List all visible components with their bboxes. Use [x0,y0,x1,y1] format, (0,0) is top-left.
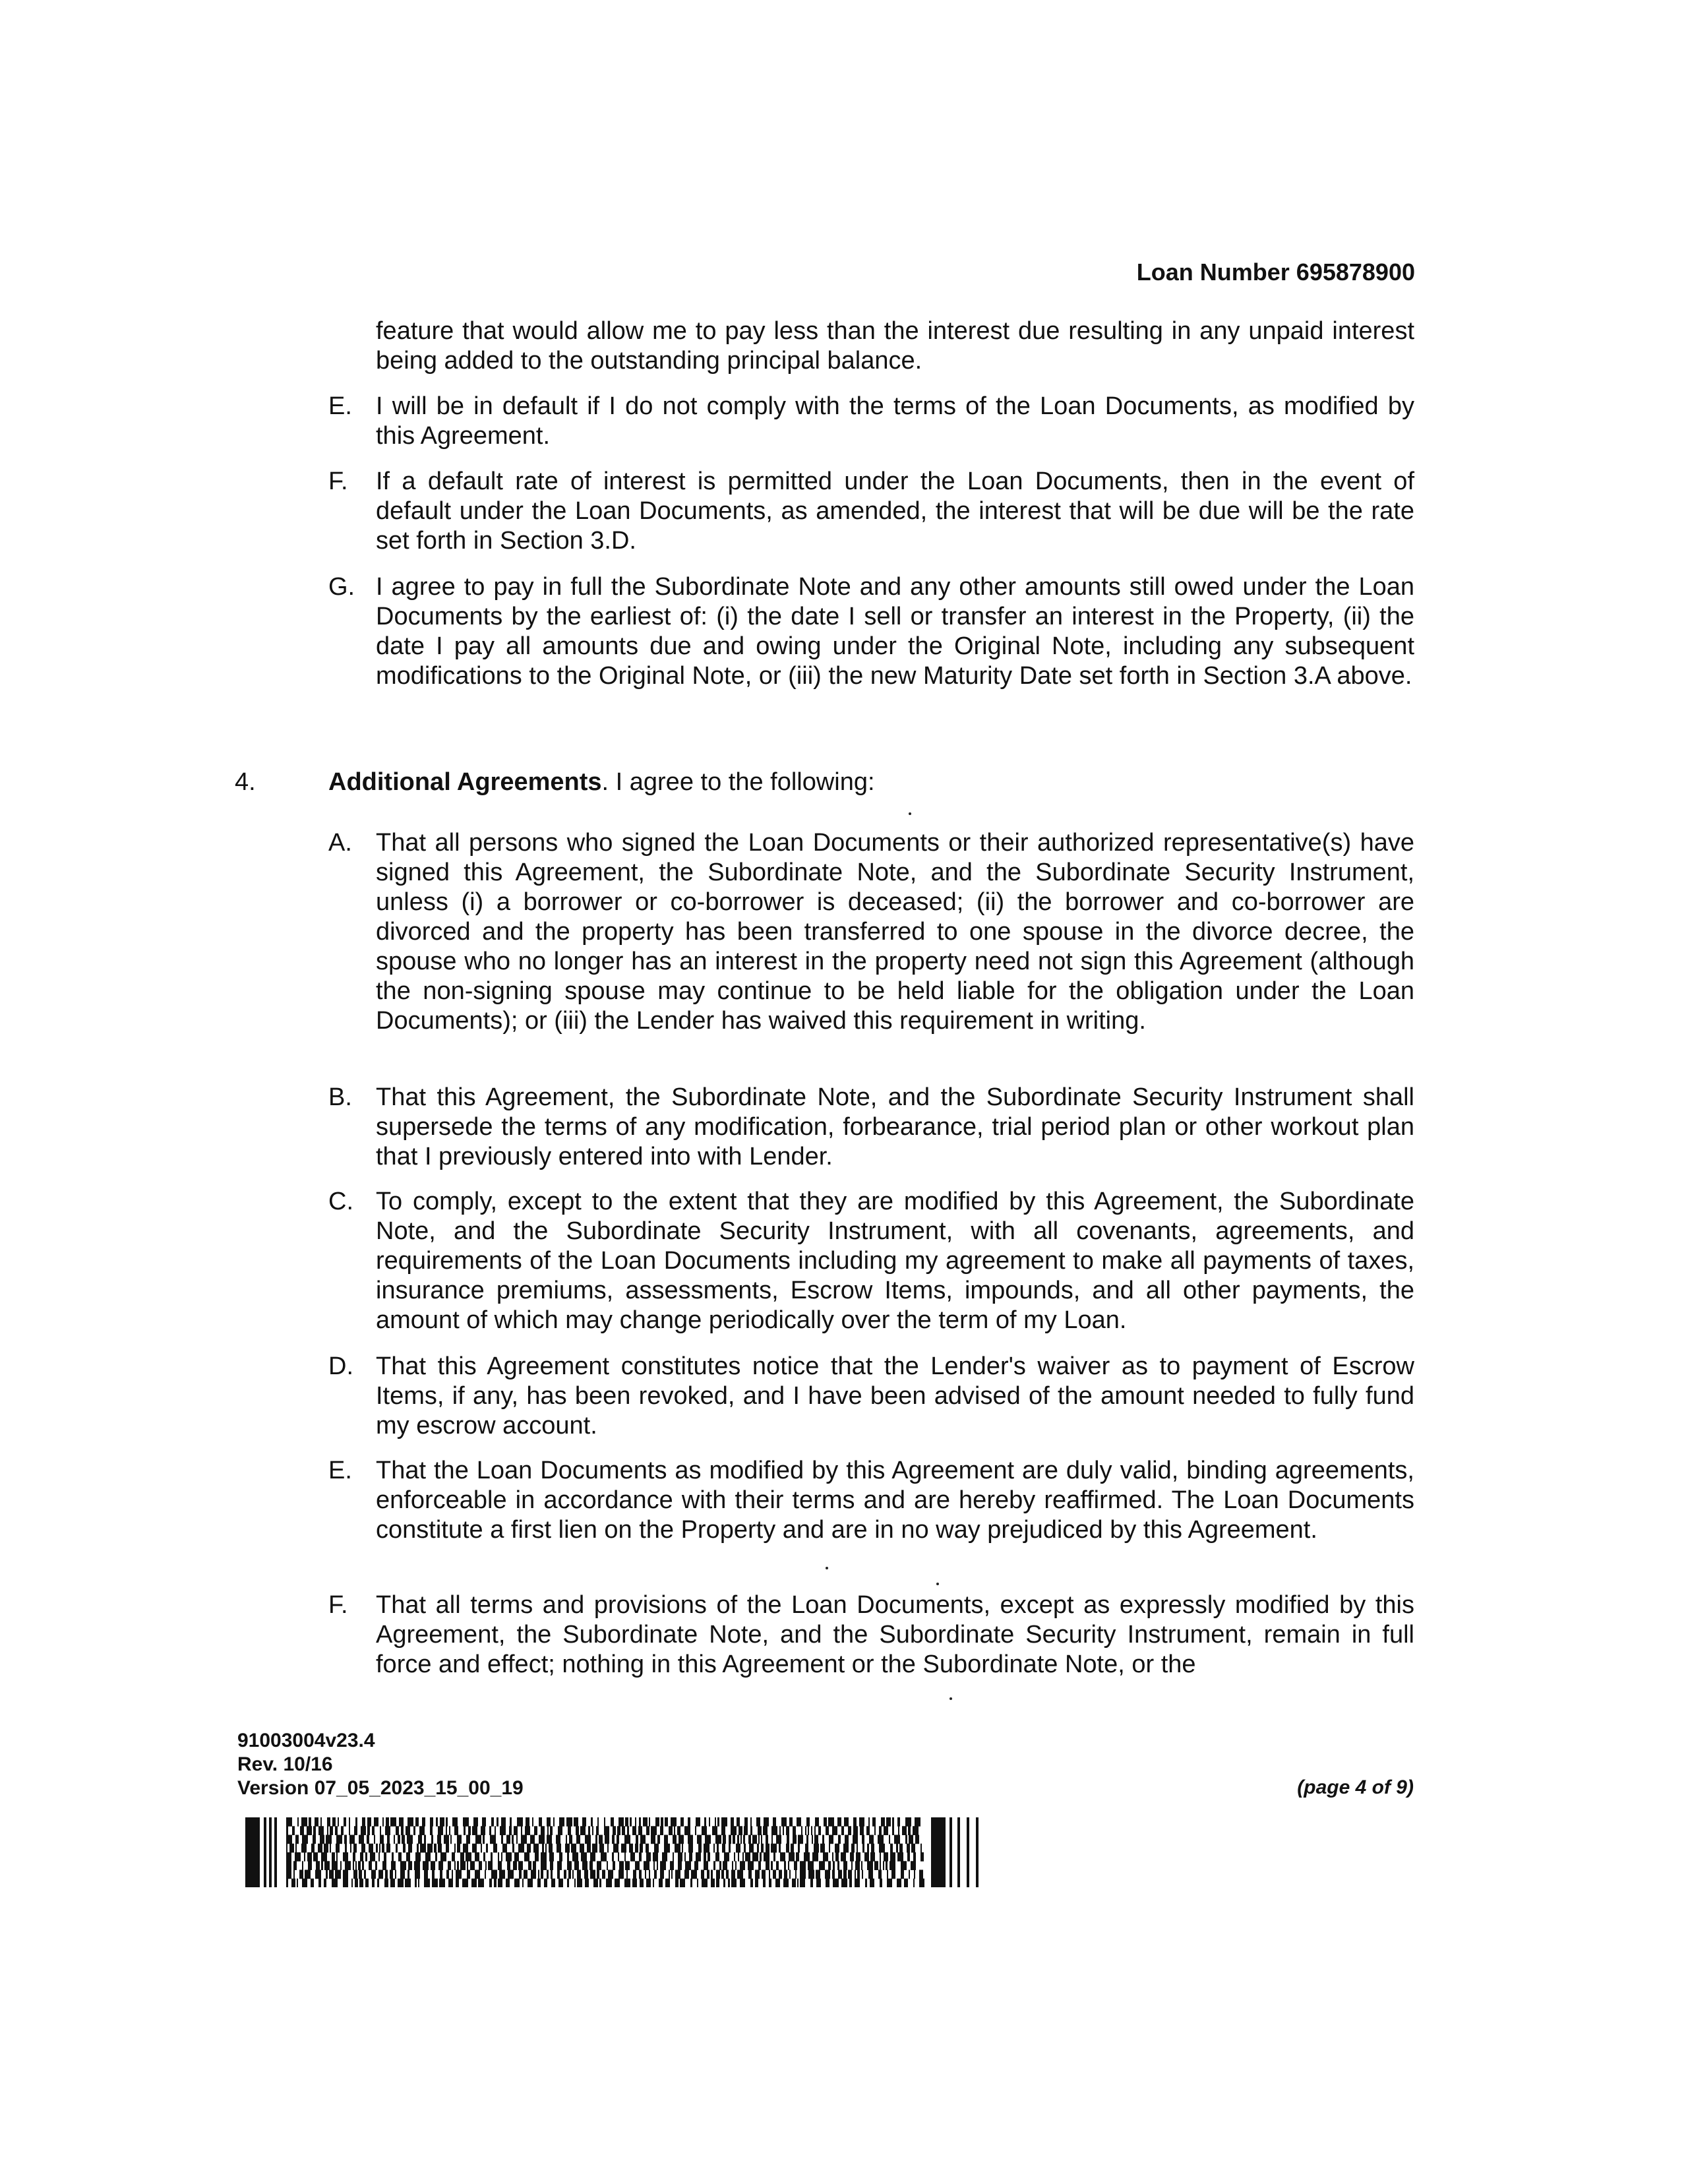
section4-item-d [328,1352,1414,1441]
item-letter: E. [328,1457,352,1484]
item-letter: C. [328,1188,353,1215]
section4-item-c [328,1187,1414,1335]
item-letter: B. [328,1083,352,1111]
item-text: If a default rate of interest is permitted under the Loan Documents, then in the event of default under the Loan Documents, as amended, the interest that will be due will be the rate set forth in Section 3.D. [376,468,1414,555]
section4-item-f [328,1591,1414,1680]
scan-speck [936,1583,939,1585]
item-text: That this Agreement, the Subordinate Note, and the Subordinate Security Instrument shall supersede the terms of any modification, forbearance, trial period plan or other workout plan that I previously entered into with Lender. [376,1083,1414,1170]
scan-speck [950,1697,952,1700]
item-letter: A. [328,829,352,857]
scan-speck [909,812,911,815]
section3-item-g [328,572,1414,691]
section3-item-e [328,392,1414,451]
item-text: I will be in default if I do not comply with the terms of the Loan Documents, as modified by this Agreement. [376,392,1414,450]
item-text: To comply, except to the extent that they are modified by this Agreement, the Subordinate Note, and the Subordinate Security Instrument, with all covenants, agreements, and requirements of the Loan Documents including my agreement to make all payments of taxes, insurance premiums, assessments, Escrow Items, impounds, and all other payments, the amount of which may change periodically over the term of my Loan. [376,1188,1414,1334]
continued-paragraph: feature that would allow me to pay less than the interest due resulting in any unpaid interest being added to the outstanding principal balance. [376,317,1414,375]
item-letter: E. [328,392,352,420]
section3-item-f [328,467,1414,556]
loan-number-header: Loan Number 695878900 [1136,258,1415,286]
form-footer [237,1729,524,1800]
barcode-icon [245,1817,984,1887]
page-number: (page 4 of 9) [1297,1776,1414,1798]
section4-item-e [328,1456,1414,1545]
section4-item-b [328,1083,1414,1172]
section-intro: . I agree to the following: [601,768,875,796]
item-text: That this Agreement constitutes notice that the Lender's waiver as to payment of Escrow Items, if any, has been revoked, and I have been advised of the amount needed to fully fund my escrow account. [376,1352,1414,1440]
form-version: Version 07_05_2023_15_00_19 [237,1777,524,1799]
item-text: That all terms and provisions of the Loan Documents, except as expressly modified by this Agreement, the Subordinate Note, and the Subordinate Security Instrument, remain in full force and effect; nothing in this Agreement or the Subordinate Note, or the [376,1591,1414,1678]
item-text: That all persons who signed the Loan Documents or their authorized representative(s) have signed this Agreement, the Subordinate Note, and the Subordinate Security Instrument, unless (i) a borrower or co-borrower is deceased; (ii) the borrower and co-borrower are divorced and the property has been transferred to one spouse in the divorce decree, the spouse who no longer has an interest in the property need not sign this Agreement (although the non-signing spouse may continue to be held liable for the obligation under the Loan Documents); or (iii) the Lender has waived this requirement in writing. [376,829,1414,1035]
section-number: 4. [235,768,256,796]
item-letter: F. [328,1591,348,1619]
form-id: 91003004v23.4 [237,1730,375,1751]
item-text: I agree to pay in full the Subordinate Note and any other amounts still owed under the Loan Documents by the earliest of: (i) the date I sell or transfer an interest in the Property, (ii) the date I pay all amounts due and owing under the Original Note, including any subsequent modifications to the Original Note, or (iii) the new Maturity Date set forth in Section 3.A above. [376,573,1414,690]
item-letter: D. [328,1352,353,1380]
scan-speck [826,1567,828,1569]
form-revision: Rev. 10/16 [237,1753,333,1775]
section-title: Additional Agreements [328,768,602,796]
section4-heading [235,768,875,797]
item-letter: G. [328,573,355,601]
item-text: That the Loan Documents as modified by this Agreement are duly valid, binding agreements, enforceable in accordance with their terms and are hereby reaffirmed. The Loan Documents constitute a first lien on the Property and are in no way prejudiced by this Agreement. [376,1457,1414,1544]
item-letter: F. [328,468,348,495]
section4-item-a [328,828,1414,1036]
